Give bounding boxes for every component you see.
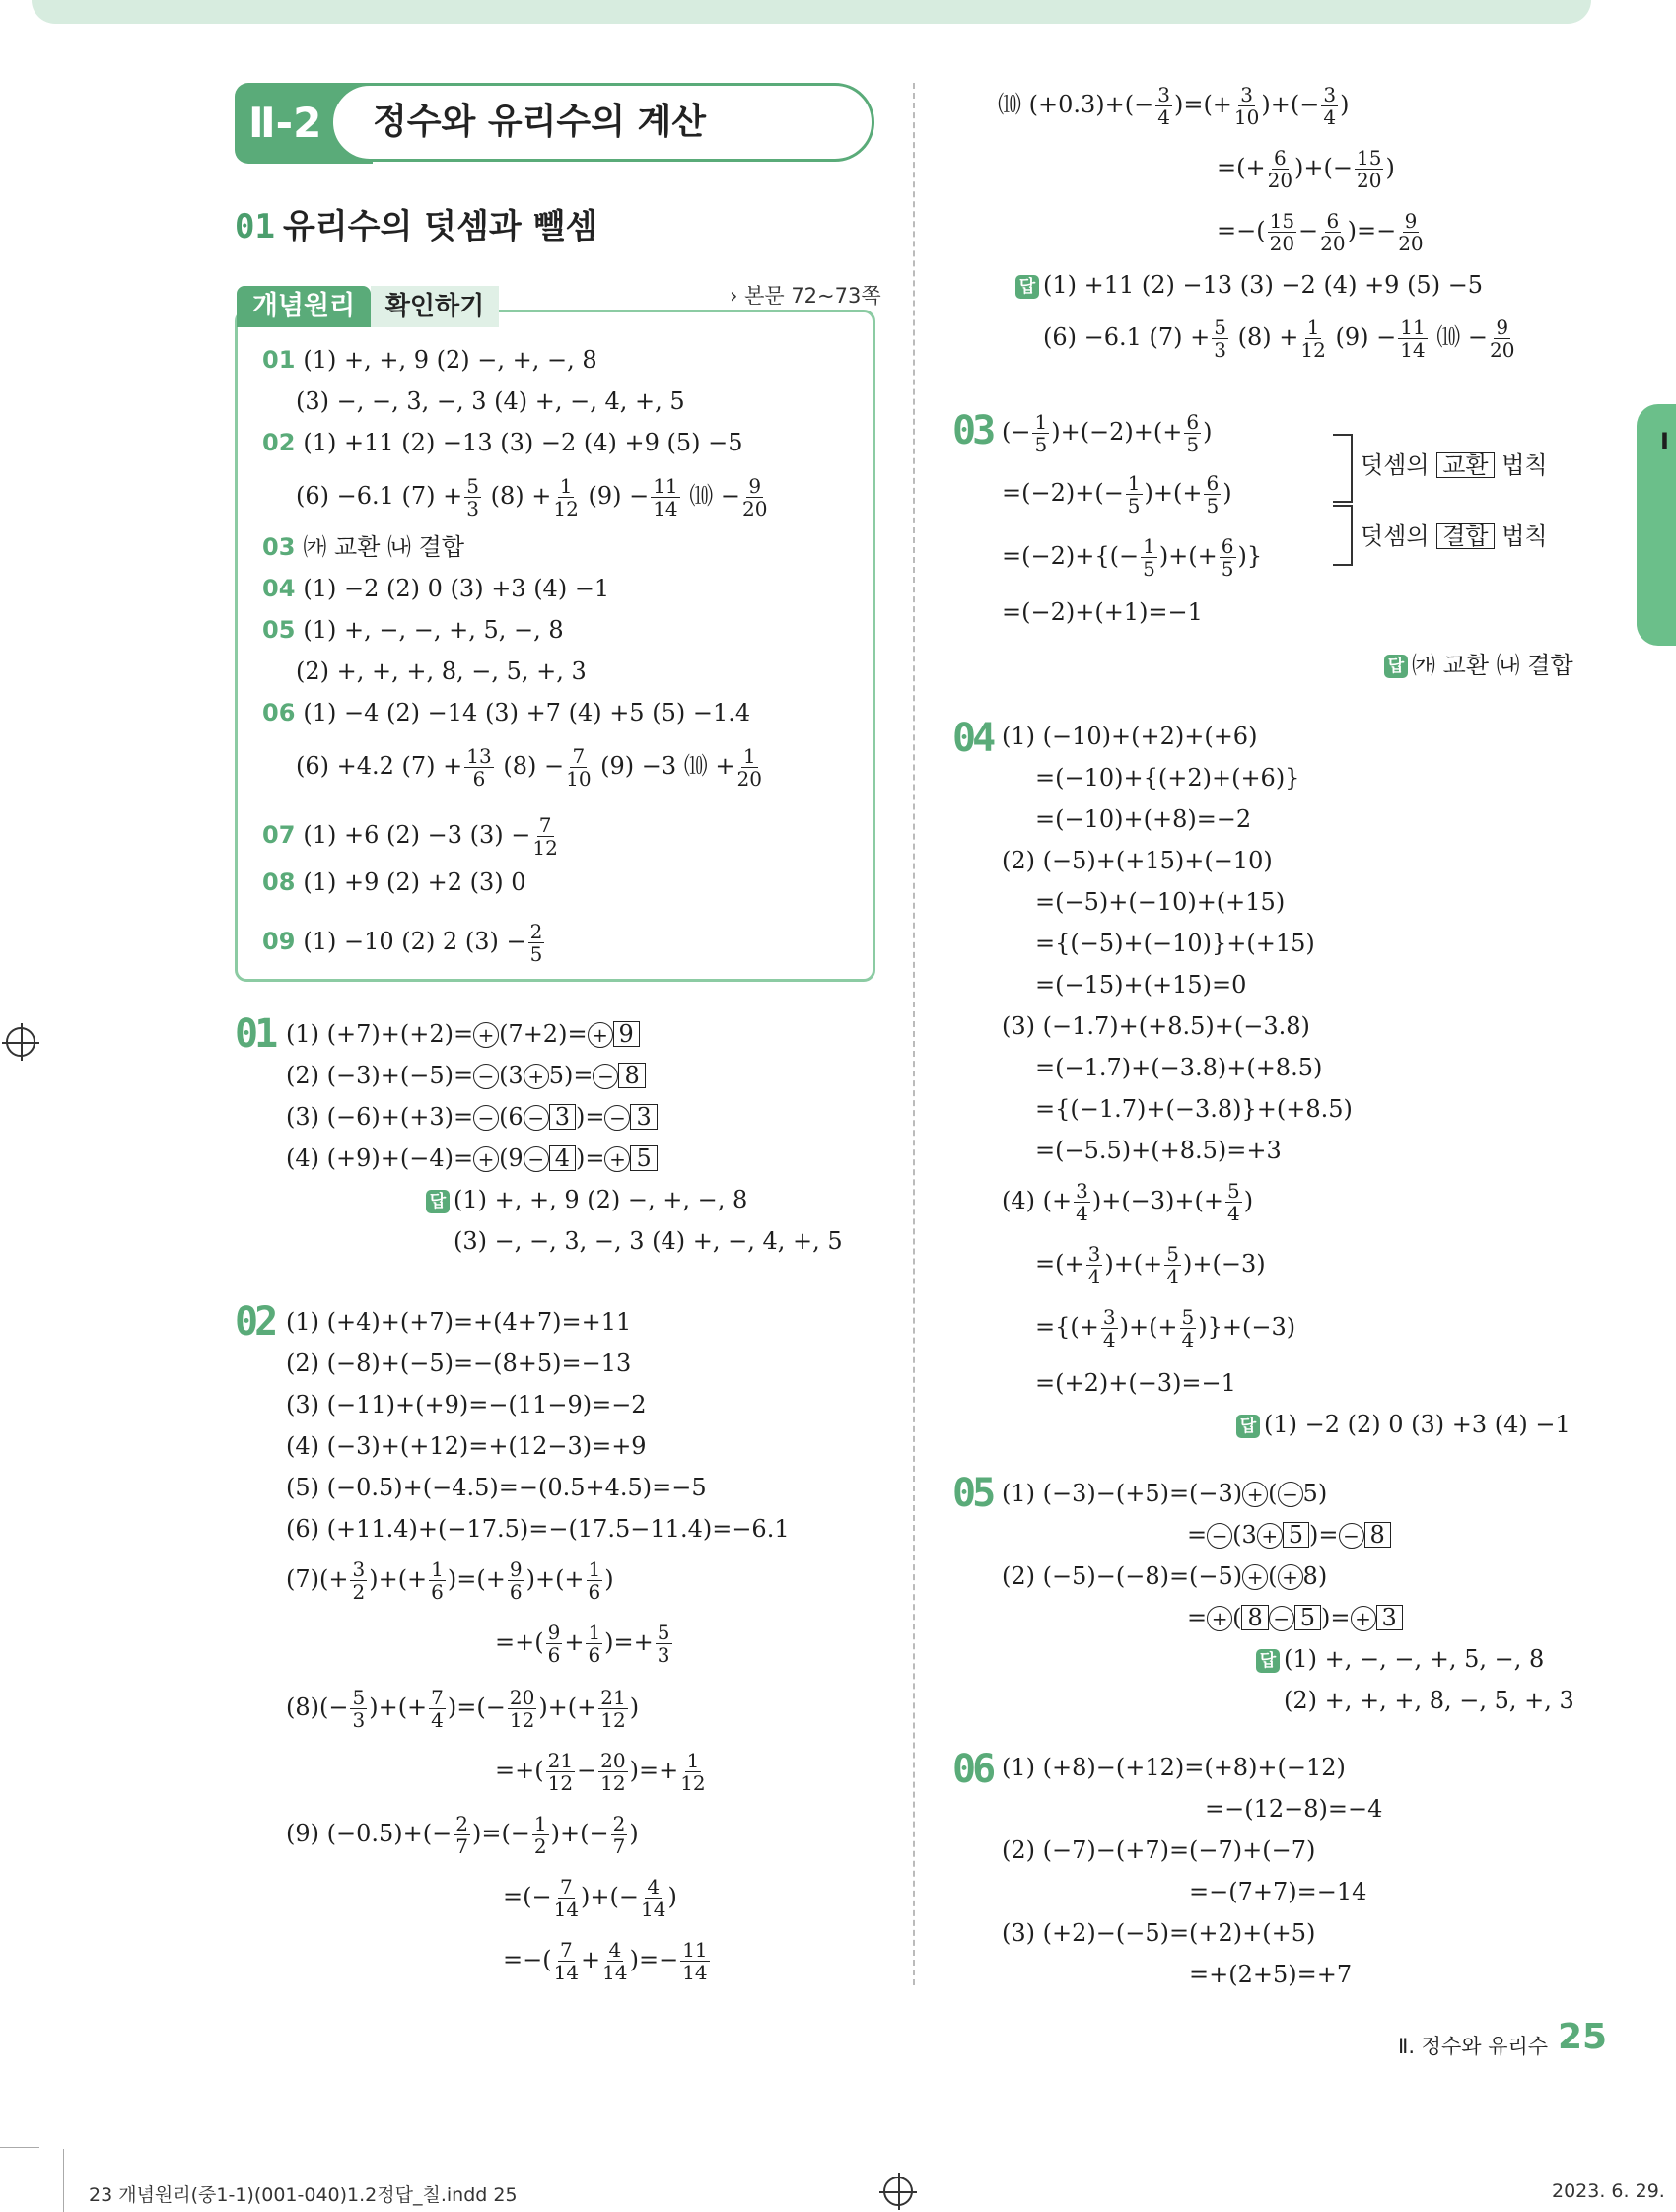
answer-icon: 답: [1256, 1649, 1280, 1673]
chapter-footer-label: Ⅱ. 정수와 유리수: [1398, 2035, 1549, 2058]
solution-line: ={(−1.7)+(−3.8)}+(+8.5): [1035, 1095, 1353, 1123]
box-row: 02 (1) +11 (2) −13 (3) −2 (4) +9 (5) −5: [262, 429, 743, 456]
solution-line: =(−2)+(− $\frac{1}{5}$ )+(+ $\frac{6}{5}$ ): [1002, 471, 1232, 518]
registration-mark-icon: [6, 1027, 35, 1057]
solution-line: = − (3 + 5 )= − 8: [1187, 1520, 1391, 1550]
box-row: 03 ㈎ 교환 ㈏ 결합: [262, 533, 465, 561]
box-row: 07 (1) +6 (2) −3 (3) − $\frac{7}{12}$: [262, 813, 558, 860]
file-slug: 23 개념원리(중1-1)(001-040)1.2정답_칠.indd 25: [89, 2184, 518, 2206]
answer-line: (3) −, −, 3, −, 3 (4) +, −, 4, +, 5: [454, 1227, 843, 1255]
solution-line: =(−1.7)+(−3.8)+(+8.5): [1035, 1054, 1323, 1081]
solution-line: (1) (−10)+(+2)+(+6): [1002, 723, 1258, 750]
problem-number: 01: [235, 1011, 275, 1057]
chapter-number: Ⅱ-2: [235, 83, 373, 164]
solution-line: (2) (−5)+(+15)+(−10): [1002, 847, 1273, 874]
answer-line: 답 (1) +, +, 9 (2) −, +, −, 8: [426, 1185, 747, 1214]
problem-number: 03: [952, 408, 993, 453]
solution-line: =−( $\frac{15}{20}$ − $\frac{6}{20}$ )=− $\frac{9}{20}$: [1217, 209, 1424, 255]
solution-line: (2) (−8)+(−5)=−(8+5)=−13: [286, 1349, 632, 1377]
solution-line: =(−10)+{(+2)+(+6)}: [1035, 764, 1300, 792]
chapter-title: 정수와 유리수의 계산: [330, 83, 874, 162]
box-row: 04 (1) −2 (2) 0 (3) +3 (4) −1: [262, 575, 610, 602]
solution-line: (4) (+9)+(−4)= + (9 − 4 )= + 5: [286, 1143, 658, 1173]
bracket: [1333, 434, 1353, 503]
solution-line: (4) (−3)+(+12)=+(12−3)=+9: [286, 1432, 647, 1460]
solution-line: =(−10)+(+8)=−2: [1035, 805, 1252, 833]
solution-line: (2) (−5)−(−8)=(−5) + ( + 8): [1002, 1562, 1328, 1590]
law-note: 덧셈의 교환 법칙: [1361, 451, 1548, 479]
box-row: 01 (1) +, +, 9 (2) −, +, −, 8: [262, 346, 597, 374]
solution-line: =(+ $\frac{6}{20}$ )+(− $\frac{15}{20}$ ): [1217, 146, 1395, 192]
solution-line: (2) (−7)−(+7)=(−7)+(−7): [1002, 1836, 1316, 1864]
problem-number: 04: [952, 716, 993, 761]
solution-line: ⑽ (+0.3)+(− $\frac{3}{4}$ )=(+ $\frac{3}{10}$ )+(− $\frac{3}{4}$ ): [998, 83, 1350, 129]
page-number: 25: [1558, 2017, 1608, 2057]
solution-line: =(− $\frac{7}{14}$ )+(− $\frac{4}{14}$ ): [503, 1875, 677, 1921]
solution-line: =(−2)+(+1)=−1: [1002, 598, 1203, 626]
answer-icon: 답: [1015, 275, 1039, 299]
crop-mark: [0, 2147, 39, 2148]
solution-line: (1) (+8)−(+12)=(+8)+(−12): [1002, 1754, 1346, 1781]
problem-number: 06: [952, 1747, 993, 1792]
solution-line: (7)(+ $\frac{3}{2}$ )+(+ $\frac{1}{6}$ )=(+ $\frac{9}{6}$ )+(+ $\frac{1}{6}$ ): [286, 1557, 614, 1604]
solution-line: =+(2+5)=+7: [1189, 1961, 1353, 1988]
check-tag: 확인하기: [371, 286, 499, 327]
problem-number: 02: [235, 1299, 275, 1345]
solution-line: (3) (+2)−(−5)=(+2)+(+5): [1002, 1919, 1316, 1947]
answer-icon: 답: [1384, 655, 1408, 678]
answer-line: (2) +, +, +, 8, −, 5, +, 3: [1284, 1687, 1574, 1714]
solution-line: =+( $\frac{21}{12}$ − $\frac{20}{12}$ )=+ $\frac{1}{12}$: [495, 1749, 706, 1795]
crop-mark: [63, 2149, 64, 2212]
solution-line: (6) (+11.4)+(−17.5)=−(17.5−11.4)=−6.1: [286, 1515, 790, 1543]
answer-line: 답 (1) +, −, −, +, 5, −, 8: [1256, 1644, 1544, 1674]
solution-line: =−( $\frac{7}{14}$ + $\frac{4}{14}$ )=− $\frac{11}{14}$: [503, 1938, 708, 1984]
solution-line: =+( $\frac{9}{6}$ + $\frac{1}{6}$ )=+ $\frac{5}{3}$: [495, 1621, 670, 1667]
solution-line: =(+ $\frac{3}{4}$ )+(+ $\frac{5}{4}$ )+(−3): [1035, 1242, 1266, 1288]
solution-line: (1) (−3)−(+5)=(−3) + ( − 5): [1002, 1480, 1328, 1507]
solution-line: (3) (−6)+(+3)= − (6 − 3 )= − 3: [286, 1102, 658, 1132]
box-row: 08 (1) +9 (2) +2 (3) 0: [262, 868, 526, 896]
solution-line: (1) (+7)+(+2)= + (7+2)= + 9: [286, 1019, 640, 1049]
concept-tag: 개념원리: [237, 286, 371, 327]
solution-line: (3) (−11)+(+9)=−(11−9)=−2: [286, 1391, 647, 1418]
chapter-side-tab: Ⅰ: [1637, 404, 1676, 646]
box-row: (6) +4.2 (7) + $\frac{13}{6}$ (8) − $\frac{7}{10}$ (9) −3 ⑽ + $\frac{1}{20}$: [296, 744, 762, 791]
solution-line: ={(+ $\frac{3}{4}$ )+(+ $\frac{5}{4}$ )}+(−3): [1035, 1305, 1296, 1351]
solution-line: (8)(− $\frac{5}{3}$ )+(+ $\frac{7}{4}$ )=(− $\frac{20}{12}$ )+(+ $\frac{21}{12}$ ): [286, 1686, 640, 1732]
answer-line: 답 ㈎ 교환 ㈏ 결합: [1384, 651, 1573, 680]
box-row: (6) −6.1 (7) + $\frac{5}{3}$ (8) + $\frac{1}{12}$ (9) − $\frac{11}{14}$ ⑽ − $\frac{9}{20}$: [296, 474, 768, 520]
box-row: 05 (1) +, −, −, +, 5, −, 8: [262, 616, 564, 644]
solution-line: =(−5.5)+(+8.5)=+3: [1035, 1137, 1282, 1164]
solution-line: =−(7+7)=−14: [1189, 1878, 1367, 1905]
box-row: 06 (1) −4 (2) −14 (3) +7 (4) +5 (5) −1.4: [262, 699, 751, 726]
page-reference: › 본문 72∼73쪽: [730, 284, 881, 308]
box-row: (3) −, −, 3, −, 3 (4) +, −, 4, +, 5: [296, 387, 685, 415]
answer-icon: 답: [426, 1190, 450, 1213]
answer-icon: 답: [1236, 1415, 1260, 1438]
solution-line: (5) (−0.5)+(−4.5)=−(0.5+4.5)=−5: [286, 1474, 707, 1501]
solution-line: (2) (−3)+(−5)= − (3 + 5)= − 8: [286, 1061, 646, 1090]
registration-mark-icon: [883, 2177, 913, 2206]
section-title: 01 유리수의 덧셈과 뺄셈: [235, 207, 598, 246]
solution-line: =−(12−8)=−4: [1205, 1795, 1383, 1823]
solution-line: =(−15)+(+15)=0: [1035, 971, 1247, 999]
box-row: (2) +, +, +, 8, −, 5, +, 3: [296, 657, 587, 685]
problem-number: 05: [952, 1471, 993, 1516]
solution-line: (1) (+4)+(+7)=+(4+7)=+11: [286, 1308, 632, 1336]
answer-line: (6) −6.1 (7) + $\frac{5}{3}$ (8) + $\frac{1}{12}$ (9) − $\frac{11}{14}$ ⑽ − $\frac{9}{20}$: [1043, 315, 1515, 362]
answer-line: 답 (1) +11 (2) −13 (3) −2 (4) +9 (5) −5: [1015, 270, 1483, 300]
solution-line: =(+2)+(−3)=−1: [1035, 1369, 1236, 1397]
solution-line: =(−2)+{(− $\frac{1}{5}$ )+(+ $\frac{6}{5}$ )}: [1002, 534, 1263, 581]
solution-line: (4) (+ $\frac{3}{4}$ )+(−3)+(+ $\frac{5}{4}$ ): [1002, 1179, 1254, 1225]
law-note: 덧셈의 결합 법칙: [1361, 522, 1548, 550]
answer-line: 답 (1) −2 (2) 0 (3) +3 (4) −1: [1236, 1410, 1571, 1439]
solution-line: = + ( 8 − 5 )= + 3: [1187, 1603, 1403, 1632]
column-divider: [913, 83, 915, 1985]
solution-line: ={(−5)+(−10)}+(+15): [1035, 930, 1315, 957]
bracket: [1333, 505, 1353, 566]
box-row: 09 (1) −10 (2) 2 (3) − $\frac{2}{5}$: [262, 920, 543, 966]
solution-line: =(−5)+(−10)+(+15): [1035, 888, 1286, 916]
top-bar: [32, 0, 1591, 24]
print-date: 2023. 6. 29.: [1552, 2180, 1665, 2202]
solution-line: (9) (−0.5)+(− $\frac{2}{7}$ )=(− $\frac{1}{2}$ )+(− $\frac{2}{7}$ ): [286, 1812, 639, 1858]
solution-line: (− $\frac{1}{5}$ )+(−2)+(+ $\frac{6}{5}$ ): [1002, 410, 1213, 456]
solution-line: (3) (−1.7)+(+8.5)+(−3.8): [1002, 1012, 1310, 1040]
